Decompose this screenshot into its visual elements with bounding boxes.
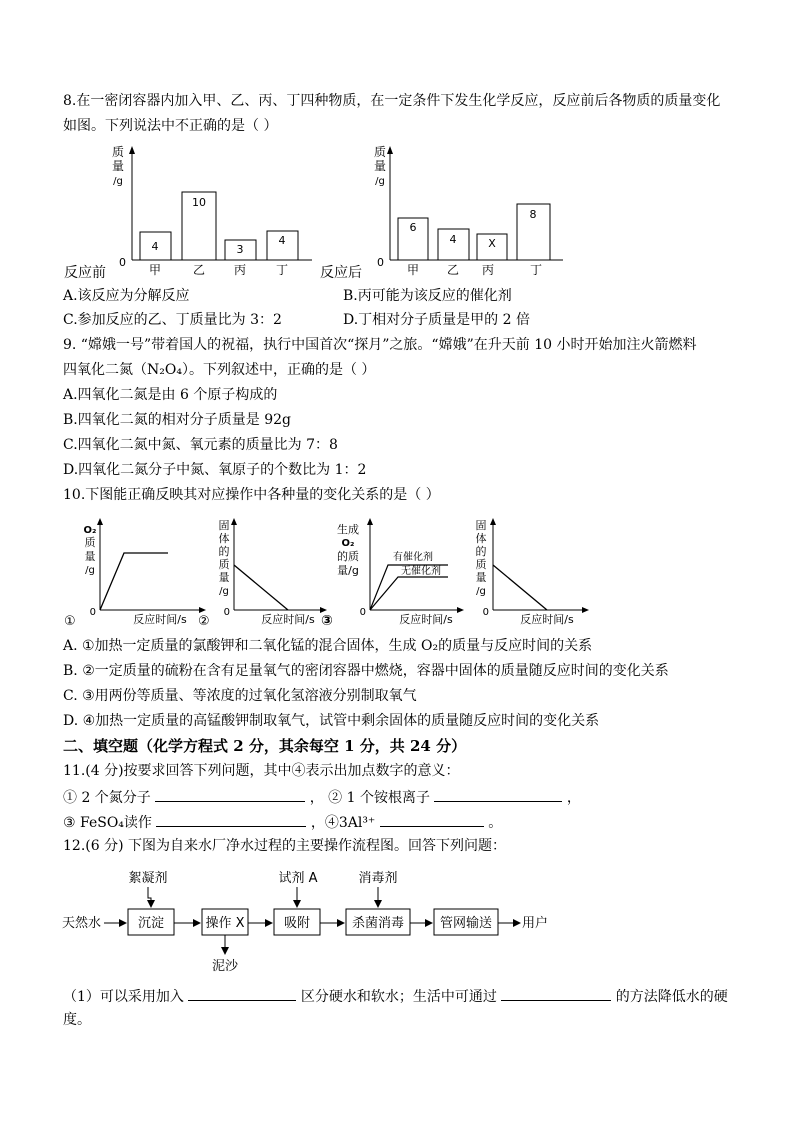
svg-text:①: ① bbox=[64, 614, 76, 629]
q11-row1 bbox=[63, 787, 581, 807]
svg-text:0: 0 bbox=[89, 607, 96, 618]
q11-end: 。 bbox=[488, 815, 503, 831]
svg-text:的质: 的质 bbox=[337, 550, 359, 563]
q9-option-d: D.四氧化二氮分子中氮、氧原子的个数比为 1：2 bbox=[63, 462, 367, 478]
bar-value-label: 4 bbox=[449, 233, 457, 246]
svg-text:固: 固 bbox=[475, 519, 487, 532]
svg-text:量/g: 量/g bbox=[337, 564, 359, 577]
svg-text:生成: 生成 bbox=[337, 523, 359, 536]
y-label: /g bbox=[113, 176, 123, 187]
flow-input-disinfectant: 消毒剂 bbox=[358, 871, 398, 886]
q11-item3: ③ FeSO₄读作 bbox=[63, 815, 152, 831]
answer-blank[interactable] bbox=[434, 787, 562, 802]
solid-mass-line bbox=[234, 565, 288, 610]
bar-value-label: 4 bbox=[151, 240, 159, 253]
svg-text:质: 质 bbox=[475, 558, 487, 571]
x-tick-label: 甲 bbox=[406, 263, 420, 277]
x-tick-label: 丁 bbox=[275, 263, 289, 277]
x-tick-label: 丁 bbox=[529, 263, 543, 277]
answer-blank[interactable] bbox=[155, 787, 305, 802]
bar-value-label: 6 bbox=[409, 221, 417, 234]
origin-label: 0 bbox=[377, 256, 384, 269]
svg-text:的: 的 bbox=[475, 545, 487, 558]
q8-bar-chart-before bbox=[60, 140, 320, 282]
x-tick-label: 丙 bbox=[233, 263, 247, 277]
svg-text:②: ② bbox=[198, 614, 210, 629]
q9-stem-line2: 四氧化二氮（N₂O₄）。下列叙述中，正确的是（ ） bbox=[63, 362, 376, 378]
origin-label: 0 bbox=[119, 256, 126, 269]
q12-sub1-part-a: （1）可以采用加入 bbox=[63, 989, 184, 1005]
bar-value-label: 8 bbox=[529, 208, 537, 221]
x-tick-label: 丙 bbox=[481, 263, 495, 277]
o2-mass-line bbox=[100, 553, 168, 610]
svg-text:管网输送: 管网输送 bbox=[439, 916, 493, 931]
q11-item1: ① 2 个氮分子 bbox=[63, 790, 151, 806]
y-label: 质 bbox=[373, 145, 387, 159]
bar-value-label: 10 bbox=[192, 196, 206, 209]
svg-text:反应时间/s: 反应时间/s bbox=[399, 613, 453, 626]
svg-text:量: 量 bbox=[218, 571, 230, 584]
svg-text:质: 质 bbox=[218, 558, 230, 571]
q10-graph-2 bbox=[196, 515, 331, 630]
q11-item4: ，④3Al³⁺ bbox=[310, 815, 376, 831]
svg-text:量: 量 bbox=[475, 571, 487, 584]
chart-caption: 反应前 bbox=[64, 265, 106, 281]
q12-sub1-part-b: 区分硬水和软水；生活中可通过 bbox=[300, 989, 497, 1005]
flow-target: 用户 bbox=[522, 916, 549, 931]
section-title: 二、填空题（化学方程式 2 分，其余每空 1 分，共 24 分） bbox=[63, 737, 467, 755]
q8-stem-line1: 8.在一密闭容器内加入甲、乙、丙、丁四种物质，在一定条件下发生化学反应，反应前后各物质的质量变化 bbox=[63, 93, 721, 109]
svg-text:O₂: O₂ bbox=[83, 525, 97, 536]
svg-text:体: 体 bbox=[218, 532, 230, 545]
q8-option-c: C.参加反应的乙、丁质量比为 3：2 bbox=[63, 312, 282, 328]
svg-text:操作 X: 操作 X bbox=[205, 916, 245, 931]
svg-text:的: 的 bbox=[218, 545, 230, 558]
q8-option-a: A.该反应为分解反应 bbox=[63, 288, 190, 304]
svg-text:沉淀: 沉淀 bbox=[137, 916, 165, 931]
q10-option-b: B. ②一定质量的硫粉在含有足量氧气的密闭容器中燃烧，容器中固体的质量随反应时间的变化关系 bbox=[63, 663, 669, 679]
bar-value-label: 4 bbox=[278, 234, 286, 247]
svg-text:0: 0 bbox=[223, 607, 230, 618]
svg-text:质: 质 bbox=[84, 536, 96, 549]
svg-text:有催化剂: 有催化剂 bbox=[393, 552, 433, 563]
q12-stem: 12.(6 分) 下图为自来水厂净水过程的主要操作流程图。回答下列问题： bbox=[63, 838, 506, 854]
flow-input-reagent-a: 试剂 A bbox=[278, 871, 318, 886]
q11-stem: 11.(4 分)按要求回答下列问题，其中④表示出加点数字的意义： bbox=[63, 763, 460, 779]
q12-sub1-row1 bbox=[63, 986, 728, 1006]
q9-option-b: B.四氧化二氮的相对分子质量是 92g bbox=[63, 412, 291, 428]
svg-text:量: 量 bbox=[84, 550, 96, 563]
q8-option-d: D.丁相对分子质量是甲的 2 倍 bbox=[343, 312, 530, 328]
y-label: 量 bbox=[111, 159, 125, 173]
svg-text:吸附: 吸附 bbox=[283, 916, 311, 931]
q9-stem-line1: 9. “嫦娥一号”带着国人的祝福，执行中国首次“探月”之旅。“嫦娥”在升天前 10 小时开始加注火箭燃料 bbox=[63, 337, 697, 353]
svg-text:/g: /g bbox=[476, 586, 486, 597]
svg-text:反应时间/s: 反应时间/s bbox=[520, 613, 574, 626]
flow-input-flocculant: 絮凝剂 bbox=[128, 871, 168, 886]
svg-text:体: 体 bbox=[475, 532, 487, 545]
q10-graph-4 bbox=[455, 515, 595, 630]
svg-text:/g: /g bbox=[219, 586, 229, 597]
svg-text:/g: /g bbox=[85, 565, 95, 576]
answer-blank[interactable] bbox=[501, 986, 611, 1001]
q10-graph-1 bbox=[60, 515, 208, 630]
q10-stem: 10.下图能正确反映其对应操作中各种量的变化关系的是（ ） bbox=[63, 487, 440, 503]
q10-option-a: A. ①加热一定质量的氯酸钾和二氧化锰的混合固体，生成 O₂的质量与反应时间的关系 bbox=[63, 638, 593, 654]
q8-bar-chart-after bbox=[318, 140, 568, 282]
svg-text:无催化剂: 无催化剂 bbox=[401, 566, 441, 577]
x-tick-label: 乙 bbox=[446, 263, 460, 277]
svg-text:③: ③ bbox=[321, 613, 333, 629]
solid-mass-line bbox=[493, 565, 547, 610]
svg-text:反应时间/s: 反应时间/s bbox=[261, 613, 315, 626]
x-tick-label: 甲 bbox=[148, 263, 162, 277]
q12-sub1-part-c: 的方法降低水的硬 bbox=[615, 989, 728, 1005]
q10-option-c: C. ③用两份等质量、等浓度的过氧化氢溶液分别制取氧气 bbox=[63, 688, 417, 704]
x-tick-label: 乙 bbox=[192, 263, 206, 277]
q12-sub1-part-d: 度。 bbox=[63, 1012, 91, 1028]
svg-text:0: 0 bbox=[359, 607, 366, 618]
svg-text:杀菌消毒: 杀菌消毒 bbox=[351, 916, 405, 931]
svg-text:固: 固 bbox=[218, 519, 230, 532]
answer-blank[interactable] bbox=[380, 812, 484, 827]
q8-stem-line2: 如图。下列说法中不正确的是（ ） bbox=[63, 118, 278, 134]
y-label: /g bbox=[375, 176, 385, 187]
svg-text:0: 0 bbox=[482, 607, 489, 618]
q10-graph-3 bbox=[318, 515, 468, 630]
bar-value-label: X bbox=[488, 237, 496, 250]
q8-option-b: B.丙可能为该反应的催化剂 bbox=[343, 288, 512, 304]
svg-text:反应时间/s: 反应时间/s bbox=[133, 613, 187, 626]
flow-output-sediment: 泥沙 bbox=[211, 959, 239, 974]
y-label: 质 bbox=[111, 145, 125, 159]
q10-option-d: D. ④加热一定质量的高锰酸钾制取氧气，试管中剩余固体的质量随反应时间的变化关系 bbox=[63, 713, 600, 729]
y-label: 量 bbox=[373, 159, 387, 173]
answer-blank[interactable] bbox=[188, 986, 296, 1001]
q11-sep: ， bbox=[566, 790, 581, 806]
q9-option-a: A.四氧化二氮是由 6 个原子构成的 bbox=[63, 387, 278, 403]
q12-flow-chart bbox=[60, 868, 560, 978]
bar-value-label: 3 bbox=[236, 243, 244, 256]
svg-text:O₂: O₂ bbox=[341, 538, 355, 549]
flow-source: 天然水 bbox=[62, 916, 102, 931]
answer-blank[interactable] bbox=[156, 812, 306, 827]
q11-item2: ， ② 1 个铵根离子 bbox=[309, 790, 430, 806]
q9-option-c: C.四氧化二氮中氮、氧元素的质量比为 7：8 bbox=[63, 437, 338, 453]
chart-caption: 反应后 bbox=[320, 265, 362, 281]
q11-row2 bbox=[63, 812, 502, 832]
